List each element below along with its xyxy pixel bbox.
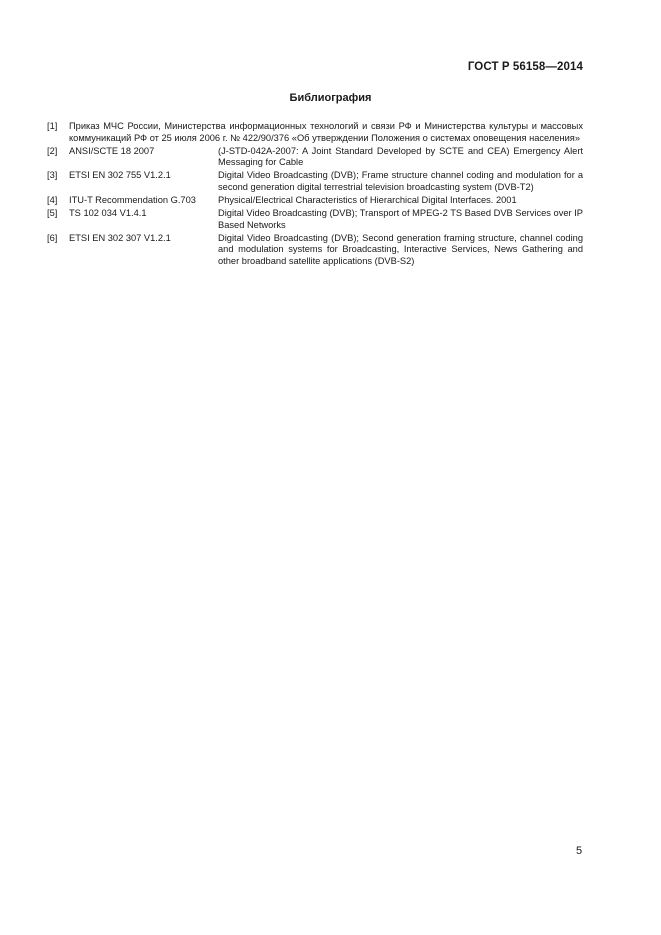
bibliography-entry [47,170,583,193]
bibliography-entry [47,208,583,231]
entry-description: Physical/Electrical Characteristics of Hierarchical Digital Interfaces. 2001 [218,195,517,206]
entry-reference-code: ETSI EN 302 755 V1.2.1 [69,170,171,181]
entry-number: [6] [47,232,58,243]
bibliography-list [47,121,583,269]
entry-number: [1] [47,121,58,131]
bibliography-title: Библиография [289,92,372,104]
bibliography-entry [47,233,583,268]
entry-number: [3] [47,170,58,181]
entry-reference-code: ITU-T Recommendation G.703 [69,195,196,206]
entry-number: [2] [47,145,58,156]
entry-reference-code: ETSI EN 302 307 V1.2.1 [69,232,171,243]
bibliography-entry [47,146,583,169]
document-code-header: ГОСТ Р 56158—2014 [467,61,583,73]
entry-reference-code: TS 102 034 V1.4.1 [69,208,147,219]
entry-number: [4] [47,195,58,206]
entry-description: Digital Video Broadcasting (DVB); Transport of MPEG-2 TS Based DVB Services over IP Based Networks [218,208,583,230]
entry-description: Digital Video Broadcasting (DVB); Frame structure channel coding and modulation for a second generation digital terrestrial television broadcasting system (DVB-T2) [218,170,583,192]
entry-description: Digital Video Broadcasting (DVB); Second generation framing structure, channel coding and modulation systems for Broadcasting, Interactive Services, News Gathering and other broadband satellite applications (DVB-S2) [218,232,583,267]
entry-number: [5] [47,208,58,219]
entry-reference-code: ANSI/SCTE 18 2007 [69,145,155,156]
entry-text: Приказ МЧС России, Министерства информационных технологий и связи РФ и Министерства культуры и массовых коммуникаций РФ от 25 июля 2006 г. № 422/90/376 «Об утверждении Положения о системах оповещения населения» [69,121,583,143]
bibliography-entry [47,195,583,207]
page-number: 5 [576,845,583,857]
entry-description: (J-STD-042A-2007: A Joint Standard Developed by SCTE and CEA) Emergency Alert Messaging for Cable [218,145,583,168]
bibliography-entry [47,121,583,144]
